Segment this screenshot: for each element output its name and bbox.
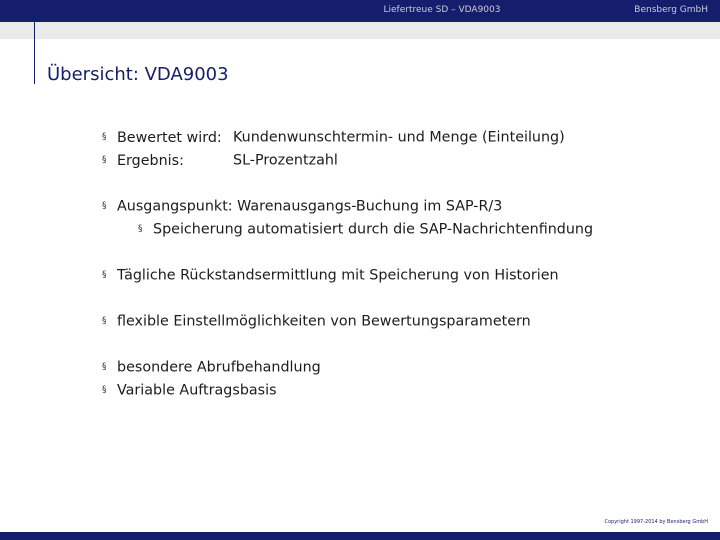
bullet-icon: §	[102, 385, 107, 395]
item-text: Ausgangspunkt: Warenausgangs-Buchung im SAP-R/3	[117, 198, 503, 215]
slide-title: Übersicht: VDA9003	[47, 64, 229, 85]
header-title: Liefertreue SD – VDA9003	[383, 5, 501, 15]
item-text: Variable Auftragsbasis	[117, 382, 277, 399]
list-item	[102, 310, 702, 333]
item-text: besondere Abrufbehandlung	[117, 359, 321, 376]
sub-list-item	[138, 218, 702, 241]
header-bar	[0, 0, 720, 22]
list-item	[102, 195, 702, 218]
list-item	[102, 126, 702, 149]
bullet-icon: §	[102, 362, 107, 372]
header-company: Bensberg GmbH	[634, 5, 708, 15]
item-text: Tägliche Rückstandsermittlung mit Speicherung von Historien	[117, 267, 559, 284]
title-divider	[34, 22, 35, 84]
item-label: Ergebnis:	[117, 152, 184, 169]
bullet-icon: §	[102, 316, 107, 326]
bullet-list	[102, 126, 702, 402]
bullet-icon: §	[102, 270, 107, 280]
item-label: Bewertet wird:	[117, 129, 222, 146]
list-item	[102, 149, 702, 172]
item-text: flexible Einstellmöglichkeiten von Bewertungsparametern	[117, 313, 531, 330]
copyright: Copyright 1997-2014 by Bensberg GmbH	[604, 519, 708, 525]
item-text: Speicherung automatisiert durch die SAP-Nachrichtenfindung	[153, 221, 594, 238]
item-value: SL-Prozentzahl	[233, 152, 338, 169]
list-item	[102, 379, 702, 402]
list-item	[102, 264, 702, 287]
bullet-icon: §	[138, 224, 143, 234]
footer-bar	[0, 532, 720, 540]
item-value: Kundenwunschtermin- und Menge (Einteilung)	[233, 129, 565, 146]
header-band	[0, 22, 720, 39]
bullet-icon: §	[102, 155, 107, 165]
bullet-icon: §	[102, 132, 107, 142]
list-item	[102, 356, 702, 379]
bullet-icon: §	[102, 201, 107, 211]
